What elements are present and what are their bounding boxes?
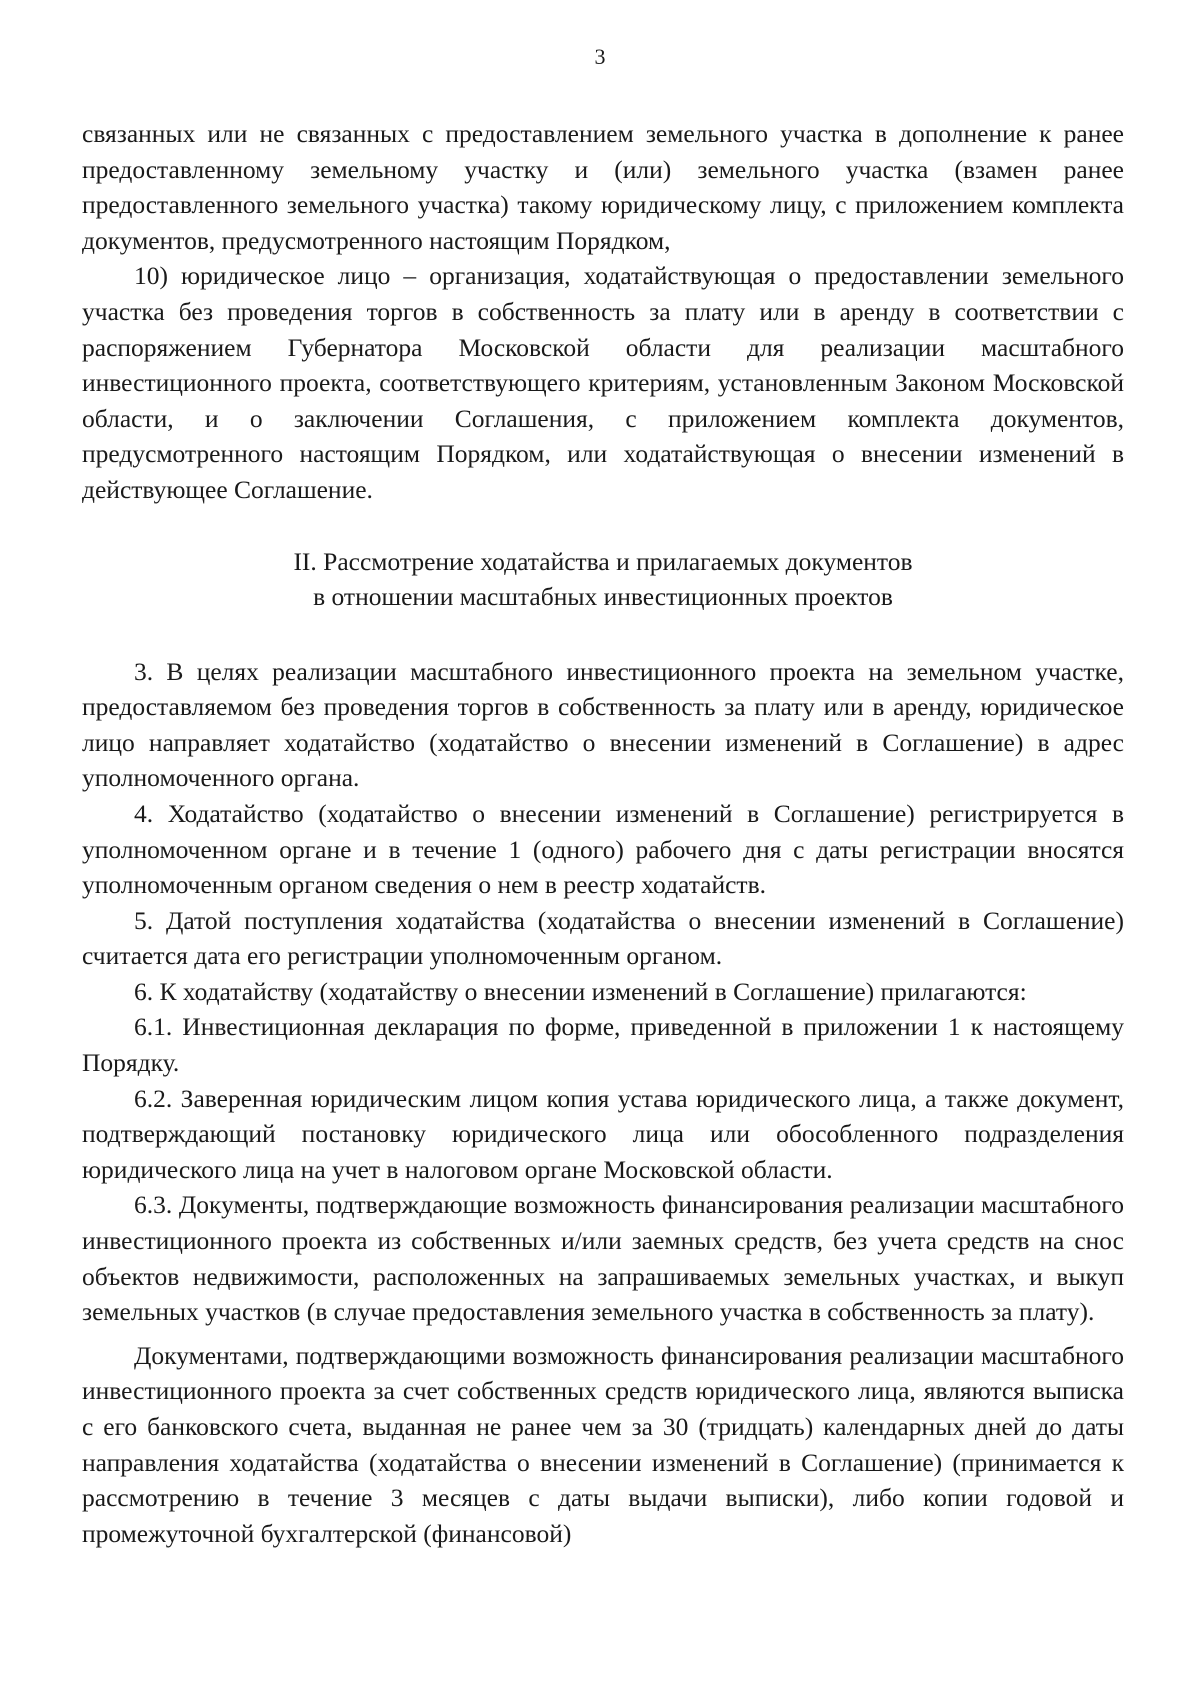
- paragraph-3: 3. В целях реализации масштабного инвестиционного проекта на земельном участке, предоставляемом без проведения торгов в собственность за плату или в аренду, юридическое лицо направляет ходатайство (ходатайство о внесении изменений в Соглашение) в адрес уполномоченного органа.: [82, 656, 1124, 793]
- paragraph-6-3: 6.3. Документы, подтверждающие возможность финансирования реализации масштабного инвестиционного проекта из собственных и/или заемных средств, без учета средств на снос объектов недвижимости, расположенных на запрашиваемых земельных участках, и выкуп земельных участков (в случае предоставления земельного участка в собственность за плату).: [82, 1190, 1124, 1327]
- paragraph-6: 6. К ходатайству (ходатайству о внесении изменений в Соглашение) прилагаются:: [134, 976, 1027, 1006]
- paragraph-4: 4. Ходатайство (ходатайство о внесении изменений в Соглашение) регистрируется в уполномоченном органе и в течение 1 (одного) рабочего дня с даты регистрации вносятся уполномоченным органом сведения о нем в реестр ходатайств.: [82, 798, 1124, 900]
- page-number: 3: [594, 44, 606, 69]
- section-heading-line-2: в отношении масштабных инвестиционных проектов: [313, 581, 893, 611]
- paragraph-5: 5. Датой поступления ходатайства (ходатайства о внесении изменений в Соглашение) считается дата его регистрации уполномоченным органом.: [82, 905, 1124, 971]
- paragraph-item-10: 10) юридическое лицо – организация, ходатайствующая о предоставлении земельного участка без проведения торгов в собственность за плату или в аренду в соответствии с распоряжением Губернатора Московской области для реализации масштабного инвестиционного проекта, соответствующего критериям, установленным Законом Московской области, и о заключении Соглашения, с приложением комплекта документов, предусмотренного настоящим Порядком, или ходатайствующая о внесении изменений в действующее Соглашение.: [82, 261, 1124, 504]
- paragraph-continuation: связанных или не связанных с предоставлением земельного участка в дополнение к ранее предоставленному земельному участку и (или) земельного участка (взамен ранее предоставленного земельного участка) такому юридическому лицу, с приложением комплекта документов, предусмотренного настоящим Порядком,: [82, 119, 1124, 255]
- section-heading-line-1: II. Рассмотрение ходатайства и прилагаемых документов: [293, 546, 913, 576]
- paragraph-6-2: 6.2. Заверенная юридическим лицом копия устава юридического лица, а также документ, подтверждающий постановку юридического лица или обособленного подразделения юридического лица на учет в налоговом органе Московской области.: [82, 1083, 1124, 1184]
- paragraph-financing-documents: Документами, подтверждающими возможность финансирования реализации масштабного инвестиционного проекта за счет собственных средств юридического лица, являются выписка с его банковского счета, выданная не ранее чем за 30 (тридцать) календарных дней до даты направления ходатайства (ходатайства о внесении изменений в Соглашение) (принимается к рассмотрению в течение 3 месяцев с даты выдачи выписки), либо копии годовой и промежуточной бухгалтерской (финансовой): [82, 1340, 1124, 1548]
- paragraph-spacer: [82, 1330, 1124, 1338]
- document-body: [82, 116, 1124, 1551]
- paragraph-6-1: 6.1. Инвестиционная декларация по форме, приведенной в приложении 1 к настоящему Порядку.: [82, 1012, 1124, 1078]
- section-heading: [82, 544, 1124, 614]
